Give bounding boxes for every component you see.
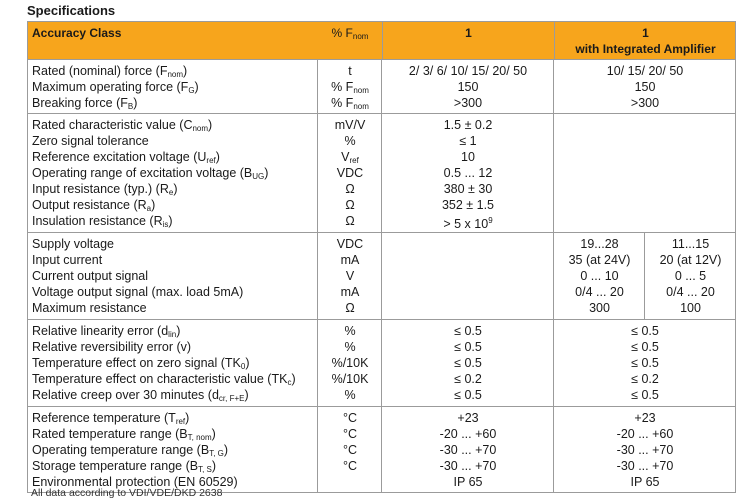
header-accuracy-class: Accuracy Class [32,26,122,40]
row-label-text: Temperature effect on characteristic value (TK [32,372,288,386]
row-value-class-1 [382,323,554,339]
row-label-text: Environmental protection (EN 60529) [32,475,238,489]
row-unit-text: % F [331,96,354,110]
row-label-subscript: T, S [198,465,212,474]
row-label-text: Input current [32,253,103,267]
row-unit [318,300,382,316]
header-unit-main: % F [331,26,353,40]
row-unit-text: V [345,269,355,283]
row-unit-text: % [344,134,356,148]
row-label-tail: ) [223,443,229,457]
row-value-class-1-text: > 5 x 10 [443,217,489,231]
row-unit-text: % [344,324,356,338]
row-unit [318,284,382,300]
table-row [28,426,735,442]
row-label-text: Reference temperature (T [32,411,176,425]
row-label-tail: ) [211,427,216,441]
row-label [32,252,102,268]
table-row [28,300,735,316]
row-unit-text: °C [342,459,358,473]
row-label [32,268,148,284]
row-value-class-1 [382,387,554,403]
row-unit-text: mA [340,285,360,299]
header-class-1: 1 [382,22,554,59]
row-unit [318,181,382,197]
row-unit [318,165,382,181]
row-label-subscript: e [168,188,174,197]
row-unit [318,197,382,213]
row-unit [318,117,382,133]
row-unit-text: °C [342,411,358,425]
row-unit-text: VDC [336,237,364,251]
row-label-text: Relative linearity error (d [32,324,169,338]
row-value-class-1-text: 10 [461,150,475,164]
page-title: Specifications [27,3,116,18]
row-value-class-1 [382,458,554,474]
row-label-tail: ) [291,372,296,386]
table-row [28,284,735,300]
row-value-amplifier: +23 [634,411,656,425]
row-value-class-1 [382,79,554,95]
row-label-text: Reference excitation voltage (U [32,150,207,164]
row-label-subscript: ref [175,417,186,426]
row-unit [318,63,382,79]
table-row [28,213,735,229]
row-value-amplifier: ≤ 0.5 [631,388,659,402]
row-unit [318,133,382,149]
row-label-text: Storage temperature range (B [32,459,199,473]
specifications-table [27,21,736,493]
row-value-amplifier: -30 ... +70 [616,443,674,457]
table-section [27,407,736,493]
row-unit-text: °C [342,443,358,457]
row-label-subscript: a [146,204,152,213]
row-value-class-1 [382,355,554,371]
table-row [28,442,735,458]
row-label-tail: ) [244,388,249,402]
row-value-class-1-text: 1.5 ± 0.2 [443,118,493,132]
row-label-tail: ) [151,198,156,212]
row-label-text: Maximum operating force (F [32,80,189,94]
row-label-text: Current output signal [32,269,149,283]
row-label-subscript: cr, F+E [218,394,245,403]
row-label-text: Supply voltage [32,237,115,251]
row-label-tail: ) [176,324,181,338]
table-row [28,95,735,111]
row-label [32,339,191,355]
row-value-amplifier: -30 ... +70 [616,459,674,473]
row-value-class-1-text: ≤ 0.5 [454,356,482,370]
row-label-text: Output resistance (R [32,198,147,212]
row-label-subscript: nom [167,70,184,79]
row-label-subscript: nom [192,124,209,133]
row-value-class-1 [382,149,554,165]
table-row [28,181,735,197]
row-label-text: Insulation resistance (R [32,214,163,228]
table-row [28,236,735,252]
row-label [32,133,149,149]
table-row [28,339,735,355]
row-value-class-1-text: -30 ... +70 [439,459,497,473]
row-unit [318,410,382,426]
row-label-tail: ) [264,166,269,180]
row-value-amplifier-12v: 0 ... 5 [674,269,707,283]
row-label-tail: ) [215,150,220,164]
row-label-text: Rated (nominal) force (F [32,64,168,78]
row-unit-text: % [344,340,356,354]
row-value-class-1-text: -30 ... +70 [439,443,497,457]
row-value-class-1-text: IP 65 [453,475,483,489]
row-label-tail: ) [211,459,217,473]
row-value-class-1-text: 0.5 ... 12 [443,166,493,180]
table-row [28,268,735,284]
row-label-tail: ) [183,64,188,78]
row-label [32,213,173,233]
row-value-amplifier: ≤ 0.5 [631,340,659,354]
row-unit-subscript: nom [353,86,369,95]
header-class-1-amplifier-line1: 1 [642,26,649,40]
row-value-class-1 [382,339,554,355]
row-value-class-1-text: ≤ 0.5 [454,324,482,338]
row-label-text: Rated temperature range (B [32,427,188,441]
table-row [28,387,735,403]
table-row [28,197,735,213]
footnote: All data according to VDI/VDE/DKD 2638 [31,487,223,499]
row-label-subscript: T, G [209,449,224,458]
table-row [28,252,735,268]
row-value-class-1 [382,133,554,149]
row-value-class-1-text: 150 [457,80,479,94]
row-unit [318,95,382,115]
table-row [28,79,735,95]
row-unit-text: Ω [345,214,355,228]
row-label-text: Temperature effect on zero signal (TK [32,356,241,370]
row-unit [318,355,382,371]
row-value-class-1-text: >300 [453,96,483,110]
row-unit-subscript: ref [349,156,359,165]
row-label [32,300,147,316]
row-label-text: Input resistance (typ.) (R [32,182,169,196]
row-value-amplifier: ≤ 0.2 [631,372,659,386]
row-value-amplifier: IP 65 [630,475,660,489]
row-unit [318,268,382,284]
row-value-class-1 [382,117,554,133]
row-value-class-1 [382,426,554,442]
row-unit-subscript: nom [353,102,369,111]
row-label [32,284,243,300]
row-unit [318,339,382,355]
row-value-class-1-text: ≤ 0.2 [454,372,482,386]
row-label-text: Maximum resistance [32,301,147,315]
row-label-tail: ) [133,96,138,110]
row-value-amplifier: >300 [630,96,660,110]
row-value-amplifier: ≤ 0.5 [631,356,659,370]
row-value-amplifier-24v: 19...28 [580,237,619,251]
table-row [28,410,735,426]
row-unit [318,323,382,339]
row-value-class-1-text: +23 [457,411,479,425]
table-section [27,114,736,233]
row-value-amplifier: 150 [634,80,656,94]
row-value-class-1 [382,213,554,232]
row-value-amplifier: -20 ... +60 [616,427,674,441]
header-unit-sub: nom [352,32,369,41]
table-row [28,458,735,474]
row-unit-text: Ω [345,182,355,196]
row-value-class-1-text: 380 ± 30 [443,182,493,196]
row-value-amplifier: ≤ 0.5 [631,324,659,338]
row-value-amplifier-12v: 100 [680,301,701,315]
row-label-text: Operating range of excitation voltage (B [32,166,253,180]
row-label-subscript: 0 [240,362,246,371]
row-value-class-1-text: -20 ... +60 [439,427,497,441]
row-label-text: Relative reversibility error (v) [32,340,192,354]
header-unit [318,22,382,59]
table-row [28,165,735,181]
row-label-subscript: G [188,86,195,95]
row-value-class-1 [382,95,554,111]
table-row [28,149,735,165]
table-row [28,117,735,133]
row-value-amplifier-12v: 0/4 ... 20 [666,285,715,299]
row-value-class-1-text: ≤ 1 [459,134,477,148]
header-class-1-amplifier-line2: with Integrated Amplifier [575,42,716,56]
header-class-1-amplifier [554,22,736,59]
row-label [32,95,137,115]
row-unit-text: V [341,150,350,164]
row-value-class-1 [382,165,554,181]
row-unit [318,252,382,268]
row-label-tail: ) [194,80,199,94]
row-unit-text: %/10K [331,372,369,386]
row-value-amplifier-24v: 35 (at 24V) [568,253,631,267]
row-value-amplifier-24v: 300 [589,301,610,315]
row-unit-text: Ω [345,198,355,212]
row-label-subscript: lin [168,330,177,339]
table-row [28,323,735,339]
table-body [27,60,736,493]
row-label-tail: ) [208,118,213,132]
table-row [28,133,735,149]
row-value-amplifier-12v: 20 (at 12V) [659,253,722,267]
table-header [27,21,736,60]
row-value-class-1-exponent: 9 [488,216,493,225]
row-value-amplifier-24v: 0 ... 10 [580,269,619,283]
row-unit [318,426,382,442]
row-label-tail: ) [173,182,178,196]
row-unit-text: % F [331,80,354,94]
row-value-class-1 [382,197,554,213]
row-value-class-1 [382,410,554,426]
row-unit [318,213,382,229]
row-value-class-1-text: ≤ 0.5 [454,388,482,402]
row-unit-text: Ω [345,301,355,315]
row-value-class-1 [382,371,554,387]
row-unit-text: % [344,388,356,402]
row-label-text: Breaking force (F [32,96,128,110]
row-unit [318,387,382,403]
row-label-subscript: is [162,220,169,229]
row-label-subscript: UG [252,172,265,181]
row-value-amplifier: 10/ 15/ 20/ 50 [606,64,684,78]
row-unit [318,458,382,474]
row-value-amplifier-24v: 0/4 ... 20 [575,285,624,299]
row-label-text: Relative creep over 30 minutes (d [32,388,219,402]
row-value-class-1 [382,474,554,490]
row-label [32,387,249,407]
row-unit [318,371,382,387]
row-label-tail: ) [185,411,190,425]
row-label-subscript: c [287,378,292,387]
row-label-text: Rated characteristic value (C [32,118,193,132]
table-section [27,60,736,114]
table-section [27,320,736,407]
table-section [27,233,736,320]
row-value-class-1 [382,63,554,79]
row-value-class-1-text: 2/ 3/ 6/ 10/ 15/ 20/ 50 [408,64,528,78]
table-row [28,355,735,371]
row-unit [318,236,382,252]
row-unit-text: t [348,64,352,78]
row-unit [318,442,382,458]
row-label-subscript: T, nom [187,433,212,442]
row-label-text: Voltage output signal (max. load 5mA) [32,285,244,299]
row-value-class-1-text: ≤ 0.5 [454,340,482,354]
row-value-class-1 [382,181,554,197]
table-row [28,63,735,79]
row-unit-text: °C [342,427,358,441]
row-label-subscript: ref [206,156,216,165]
row-label-tail: ) [245,356,250,370]
table-row [28,371,735,387]
row-value-class-1 [382,442,554,458]
row-value-amplifier-12v: 11...15 [671,237,710,251]
row-label-tail: ) [168,214,173,228]
row-unit-text: %/10K [331,356,369,370]
row-label [32,236,114,252]
row-unit-text: mA [340,253,360,267]
row-label-text: Zero signal tolerance [32,134,149,148]
row-value-class-1-text: 352 ± 1.5 [441,198,495,212]
row-unit-text: VDC [336,166,364,180]
row-label-text: Operating temperature range (B [32,443,210,457]
row-label-subscript: B [127,102,134,111]
row-unit-text: mV/V [334,118,366,132]
